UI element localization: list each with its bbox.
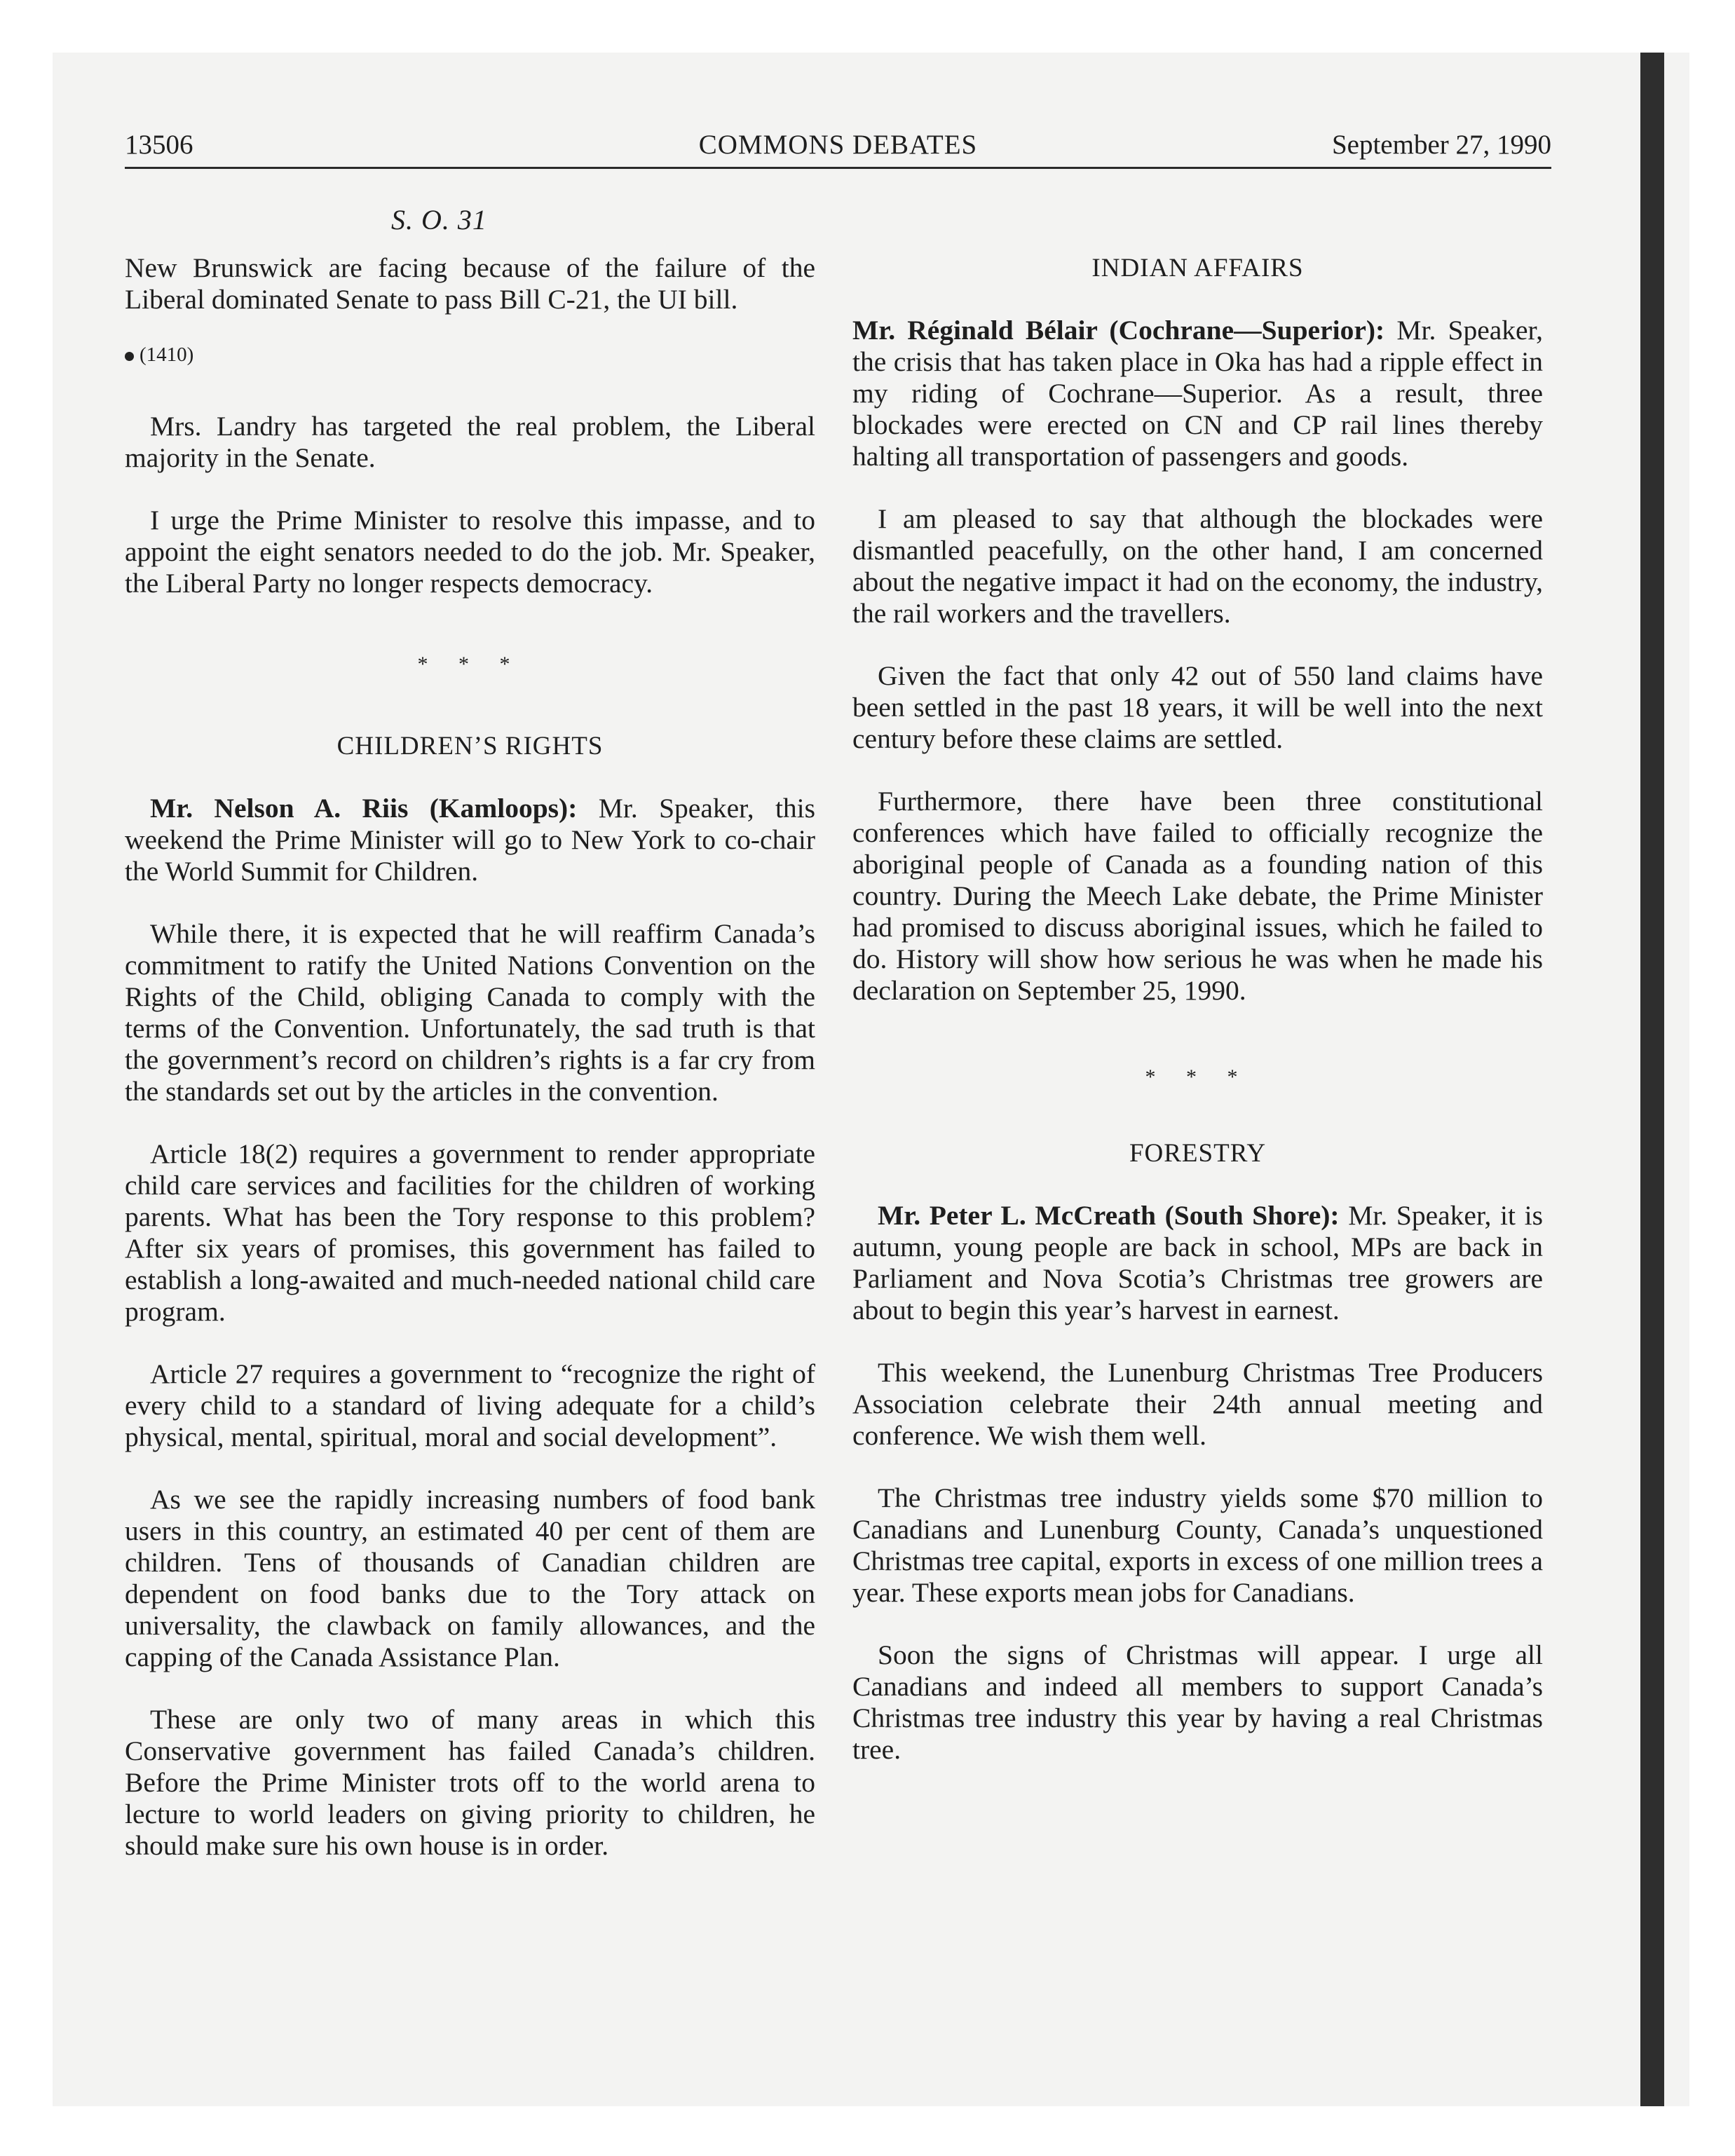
left-column: [125, 252, 815, 1862]
speaker-name: Mr. Peter L. McCreath (South Shore):: [878, 1200, 1340, 1231]
statement-text: Mr. Speaker, this weekend the Prime Minister will go to New York to co‑chair the World Summit for Children.: [125, 793, 816, 887]
paragraph-industry: The Christmas tree industry yields some $70 million to Canadians and Lunenburg County, Canada’s unquestioned Christmas tree capital, exports in excess of one million trees a year. These exports mean jobs for Canadians.: [852, 1482, 1543, 1608]
paragraph-landry: Mrs. Landry has targeted the real problem, the Liberal majority in the Senate.: [125, 411, 815, 473]
paragraph-while: While there, it is expected that he will reaffirm Canada’s commitment to ratify the United Nations Convention on the Rights of the Child, obliging Canada to comply with the terms of the Convention. Unfortunately, the sad truth is that the government’s record on children’s rights is a far cry from the standards set out by the articles in the convention.: [125, 918, 815, 1107]
timestamp-marker: [125, 341, 815, 369]
bullet-icon: [125, 352, 134, 361]
section-separator: * * *: [417, 653, 523, 676]
timestamp-text: (1410): [140, 343, 194, 366]
statement-mccreath: [852, 1200, 1543, 1326]
paragraph-article-27: Article 27 requires a government to “recognize the right of every child to a standard of living adequate for a child’s physical, mental, spiritual, moral and social development”.: [125, 1358, 815, 1452]
speaker-name: Mr. Réginald Bélair (Cochrane—Superior):: [852, 315, 1385, 346]
section-heading-childrens-rights: CHILDREN’S RIGHTS: [336, 732, 604, 760]
right-column: [852, 252, 1543, 1766]
header-rule: [125, 167, 1551, 169]
paragraph-given: Given the fact that only 42 out of 550 land claims have been settled in the past 18 years, it will be well into the next century before these claims are settled.: [852, 660, 1543, 754]
statement-text: Mr. Speaker, the crisis that has taken place in Oka has had a ripple effect in my riding of Cochrane—Superior. As a result, three blockades were erected on CN and CP rail lines thereby halting all transportation of passengers and goods.: [852, 315, 1543, 472]
scan-border-edge: [1640, 53, 1664, 2106]
paragraph-food-banks: As we see the rapidly increasing numbers of food bank users in this country, an estimated 40 per cent of them are children. Tens of thousands of Canadian children are dependent on food banks due to the Tory attack on universality, the clawback on family allowances, and the capping of the Canada Assistance Plan.: [125, 1484, 815, 1672]
paragraph-furthermore: Furthermore, there have been three constitutional conferences which have failed to officially recognize the aboriginal people of Canada as a founding nation of this country. During the Meech Lake debate, the Prime Minister had promised to discuss aboriginal issues, which he failed to do. History will show how serious he was when he made his declaration on September 25, 1990.: [852, 786, 1543, 1006]
running-head: S. O. 31: [391, 204, 487, 236]
statement-text: Mr. Speaker, it is autumn, young people are back in school, MPs are back in Parliament and Nova Scotia’s Christmas tree growers are about to begin this year’s harvest in earnest.: [852, 1200, 1543, 1325]
section-heading-indian-affairs: INDIAN AFFAIRS: [1091, 254, 1304, 282]
sitting-date: September 27, 1990: [1331, 130, 1551, 160]
section-heading-forestry: FORESTRY: [1129, 1139, 1267, 1168]
paragraph-soon: Soon the signs of Christmas will appear. I urge all Canadians and indeed all members to support Canada’s Christmas tree industry this year by having a real Christmas tree.: [852, 1639, 1543, 1765]
statement-riis: [125, 793, 815, 887]
paragraph-weekend: This weekend, the Lunenburg Christmas Tree Producers Association celebrate their 24th annual meeting and conference. We wish them well.: [852, 1357, 1543, 1451]
statement-belair: [852, 315, 1543, 472]
paragraph-these: These are only two of many areas in which this Conservative government has failed Canada’s children. Before the Prime Minister trots off to the world arena to lecture to world leaders on giving priority to children, he should make sure his own house is in order.: [125, 1704, 815, 1861]
page-number: 13506: [125, 130, 193, 160]
paragraph-article-18: Article 18(2) requires a government to render appropriate child care services and facilities for the children of working parents. What has been the Tory response to this problem? After six years of promises, this government has failed to establish a long‑awaited and much‑needed national child care program.: [125, 1138, 815, 1327]
page-header: [125, 129, 1551, 164]
continued-paragraph: New Brunswick are facing because of the failure of the Liberal dominated Senate to pass Bill C‑21, the UI bill.: [125, 252, 815, 315]
paragraph-urge: I urge the Prime Minister to resolve this impasse, and to appoint the eight senators needed to do the job. Mr. Speaker, the Liberal Party no longer respects democracy.: [125, 505, 815, 599]
paragraph-pleased: I am pleased to say that although the blockades were dismantled peacefully, on the other hand, I am concerned about the negative impact it had on the economy, the industry, the rail workers and the travellers.: [852, 503, 1543, 629]
section-separator: * * *: [1145, 1065, 1251, 1089]
speaker-name: Mr. Nelson A. Riis (Kamloops):: [150, 793, 578, 824]
publication-title: COMMONS DEBATES: [698, 130, 978, 160]
